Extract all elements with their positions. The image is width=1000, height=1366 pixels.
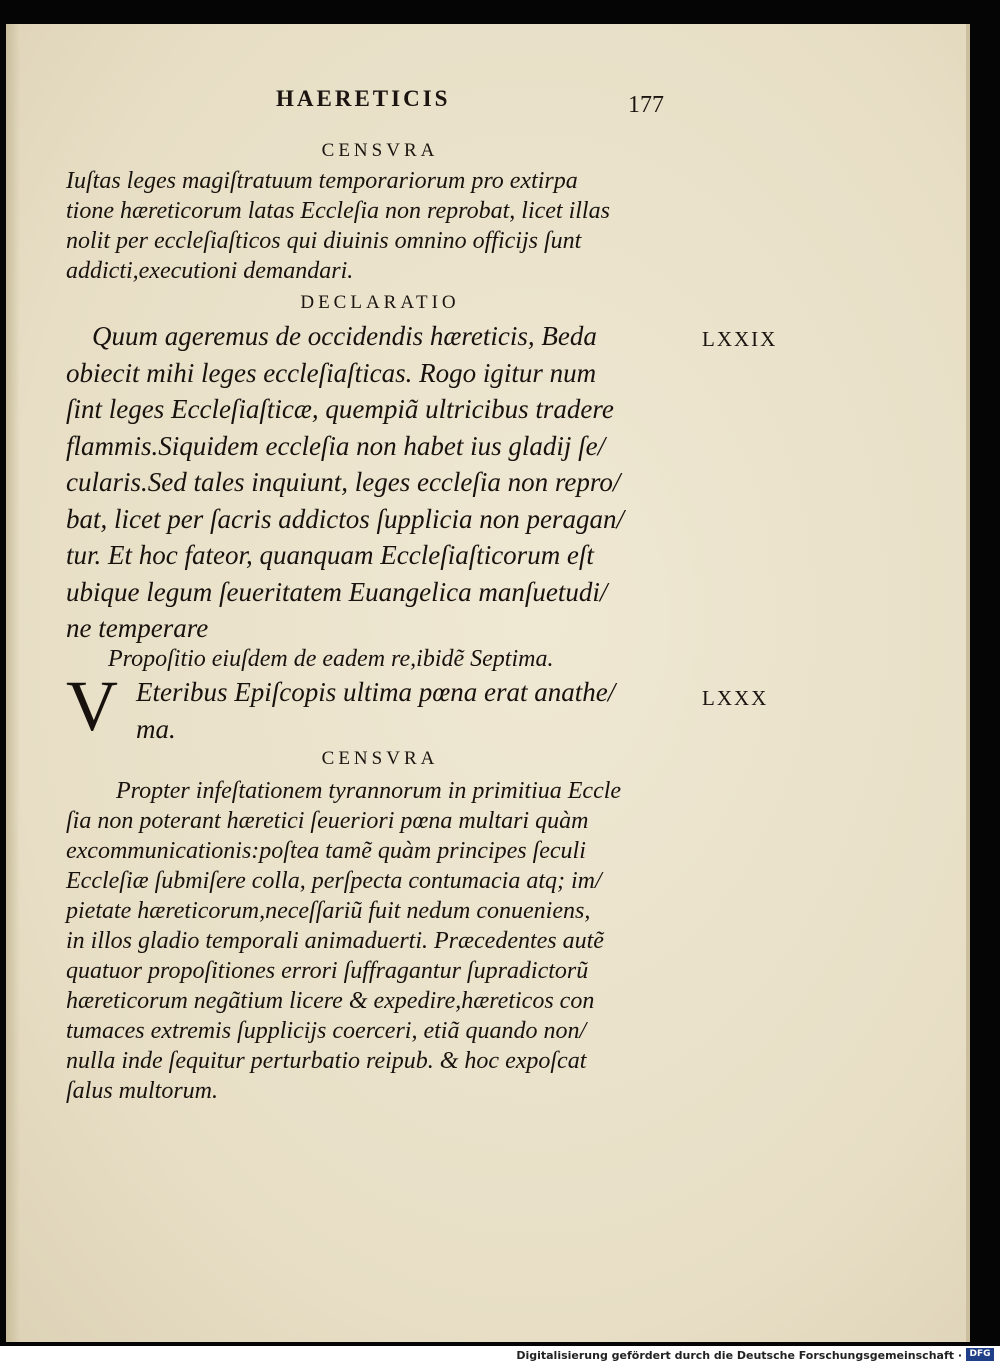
- text-line: Eteribus Epiſcopis ultima pœna erat anathe/: [136, 677, 616, 707]
- text-line: ne temperare: [66, 613, 209, 643]
- text-line: hæreticorum negãtium licere & expedire,hæreticos con: [66, 988, 595, 1014]
- text-line: in illos gladio temporali animaduerti. Præcedentes autẽ: [66, 928, 604, 954]
- text-line: Quum ageremus de occidendis hæreticis, Beda: [92, 321, 597, 351]
- dfg-logo-icon: DFG: [966, 1348, 994, 1361]
- text-line: quatuor propoſitiones errori ſuffragantur ſupradictorũ: [66, 958, 589, 984]
- text-line: ſalus multorum.: [66, 1078, 219, 1104]
- text-line: excommunicationis:poſtea tamẽ quàm principes ſeculi: [66, 838, 586, 864]
- censura-heading-2: CENSVRA: [321, 748, 439, 769]
- text-line: Iuſtas leges magiſtratuum temporariorum pro extirpa: [66, 168, 578, 194]
- text-line: ſia non poterant hæretici ſeueriori pœna multari quàm: [66, 808, 589, 834]
- page-gutter-shadow: [6, 24, 20, 1342]
- text-line: Propter infeſtationem tyrannorum in primitiua Eccle: [116, 778, 622, 804]
- text-line: ſint leges Eccleſiaſticæ, quempiã ultricibus tradere: [66, 394, 614, 424]
- text-line: tione hæreticorum latas Eccleſia non reprobat, licet illas: [66, 198, 610, 224]
- text-line: Eccleſiæ ſubmiſere colla, perſpecta contumacia atq; im/: [66, 868, 602, 894]
- propositio-text: [136, 674, 696, 747]
- text-line: nolit per eccleſiaſticos qui diuinis omnino officijs ſunt: [66, 228, 582, 254]
- drop-cap-v: V: [66, 666, 118, 746]
- censura-2-text: [66, 776, 688, 1106]
- declaratio-heading: DECLARATIO: [300, 292, 460, 313]
- running-head: HAERETICIS: [276, 86, 451, 111]
- censura-1-text: [66, 166, 688, 286]
- margin-numeral-lxxx: LXXX: [702, 686, 769, 710]
- text-line: bat, licet per ſacris addictos ſupplicia non peragan/: [66, 503, 624, 534]
- page-number: 177: [628, 92, 664, 118]
- text-line: obiecit mihi leges eccleſiaſticas. Rogo igitur num: [66, 357, 597, 388]
- text-line: ubique legum ſeueritatem Euangelica manſuetudi/: [66, 576, 608, 607]
- censura-heading-1: CENSVRA: [321, 140, 439, 161]
- margin-numeral-lxxix: LXXIX: [702, 327, 778, 351]
- text-line: pietate hæreticorum,neceſſariũ fuit nedum conueniens,: [66, 898, 591, 924]
- text-line: ma.: [136, 713, 176, 744]
- text-line: tumaces extremis ſupplicijs coerceri, etiã quando non/: [66, 1018, 587, 1044]
- text-line: nulla inde ſequitur perturbatio reipub. & hoc expoſcat: [66, 1048, 587, 1074]
- text-line: cularis.Sed tales inquiunt, leges eccleſia non repro/: [66, 467, 621, 497]
- propositio-title: Propoſitio eiuſdem de eadem re,ibidẽ Septima.: [108, 646, 554, 672]
- text-line: tur. Et hoc fateor, quanquam Eccleſiaſticorum eſt: [66, 540, 594, 570]
- digitization-credit: Digitalisierung gefördert durch die Deutsche Forschungsgemeinschaft ·: [516, 1349, 962, 1362]
- text-line: flammis.Siquidem eccleſia non habet ius gladij ſe/: [66, 430, 606, 461]
- declaratio-text: [66, 318, 688, 647]
- text-line: addicti,executioni demandari.: [66, 258, 354, 284]
